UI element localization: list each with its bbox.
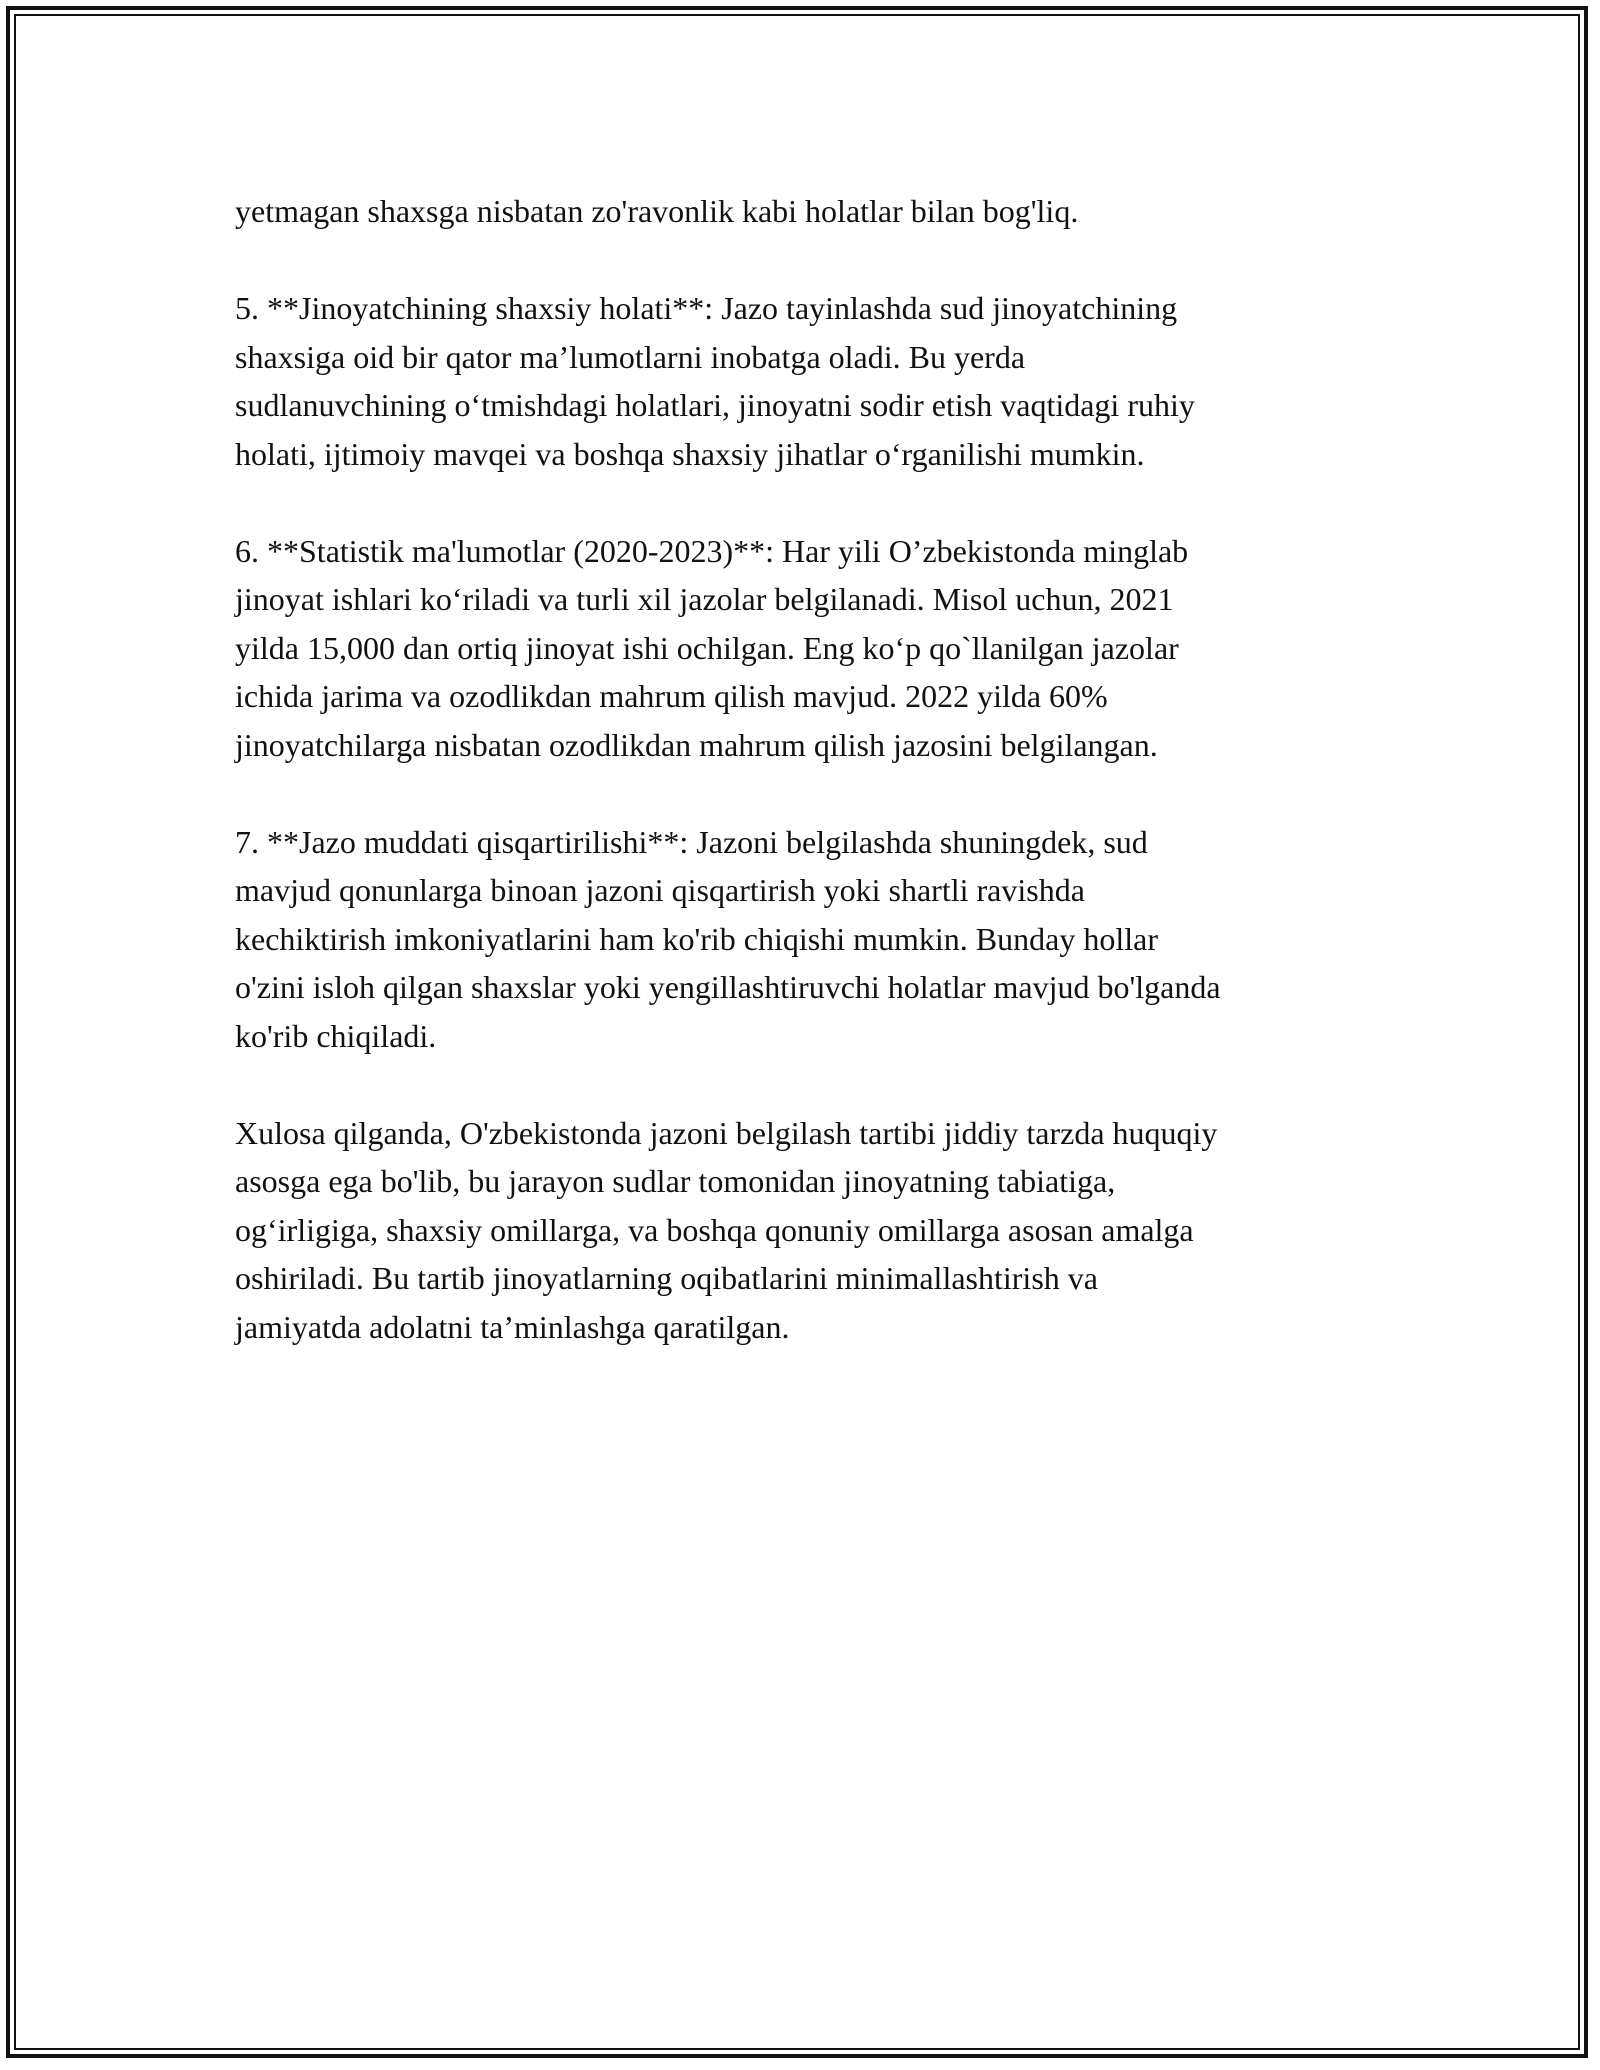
paragraph-item-5	[235, 284, 1385, 478]
text-line: 5. **Jinoyatchining shaxsiy holati**: Jazo tayinlashda sud jinoyatchining	[235, 290, 1178, 326]
document-body	[235, 187, 1385, 1400]
text-line: ichida jarima va ozodlikdan mahrum qilish mavjud. 2022 yilda 60%	[235, 678, 1108, 714]
text-line: mavjud qonunlarga binoan jazoni qisqartirish yoki shartli ravishda	[235, 872, 1085, 908]
text-line: sudlanuvchining o‘tmishdagi holatlari, jinoyatni sodir etish vaqtidagi ruhiy	[235, 387, 1195, 423]
text-line: o'zini isloh qilgan shaxslar yoki yengillashtiruvchi holatlar mavjud bo'lganda	[235, 969, 1221, 1005]
paragraph-continuation	[235, 187, 1385, 236]
text-line: og‘irligiga, shaxsiy omillarga, va boshqa qonuniy omillarga asosan amalga	[235, 1211, 1194, 1248]
text-line: 7. **Jazo muddati qisqartirilishi**: Jazoni belgilashda shuningdek, sud	[235, 823, 1148, 860]
paragraph-conclusion	[235, 1109, 1385, 1352]
text-line: yetmagan shaxsga nisbatan zo'ravonlik kabi holatlar bilan bog'liq.	[235, 193, 1079, 229]
text-line: jamiyatda adolatni ta’minlashga qaratilgan.	[235, 1308, 790, 1345]
text-line: holati, ijtimoiy mavqei va boshqa shaxsiy jihatlar o‘rganilishi mumkin.	[235, 435, 1145, 472]
text-line: ko'rib chiqiladi.	[235, 1017, 437, 1054]
paragraph-item-6	[235, 527, 1385, 770]
text-line: kechiktirish imkoniyatlarini ham ko'rib chiqishi mumkin. Bunday hollar	[235, 920, 1158, 957]
text-line: yilda 15,000 dan ortiq jinoyat ishi ochilgan. Eng ko‘p qo`llanilgan jazolar	[235, 629, 1179, 666]
text-line: Xulosa qilganda, O'zbekistonda jazoni belgilash tartibi jiddiy tarzda huquqiy	[235, 1114, 1218, 1151]
text-line: jinoyatchilarga nisbatan ozodlikdan mahrum qilish jazosini belgilangan.	[235, 726, 1158, 763]
text-line: shaxsiga oid bir qator ma’lumotlarni inobatga oladi. Bu yerda	[235, 338, 1026, 375]
text-line: 6. **Statistik ma'lumotlar (2020-2023)**: Har yili O’zbekistonda minglab	[235, 532, 1189, 569]
paragraph-item-7	[235, 818, 1385, 1061]
text-line: oshiriladi. Bu tartib jinoyatlarning oqibatlarini minimallashtirish va	[235, 1260, 1098, 1296]
text-line: asosga ega bo'lib, bu jarayon sudlar tomonidan jinoyatning tabiatiga,	[235, 1163, 1116, 1199]
text-line: jinoyat ishlari ko‘riladi va turli xil jazolar belgilanadi. Misol uchun, 2021	[235, 581, 1174, 617]
